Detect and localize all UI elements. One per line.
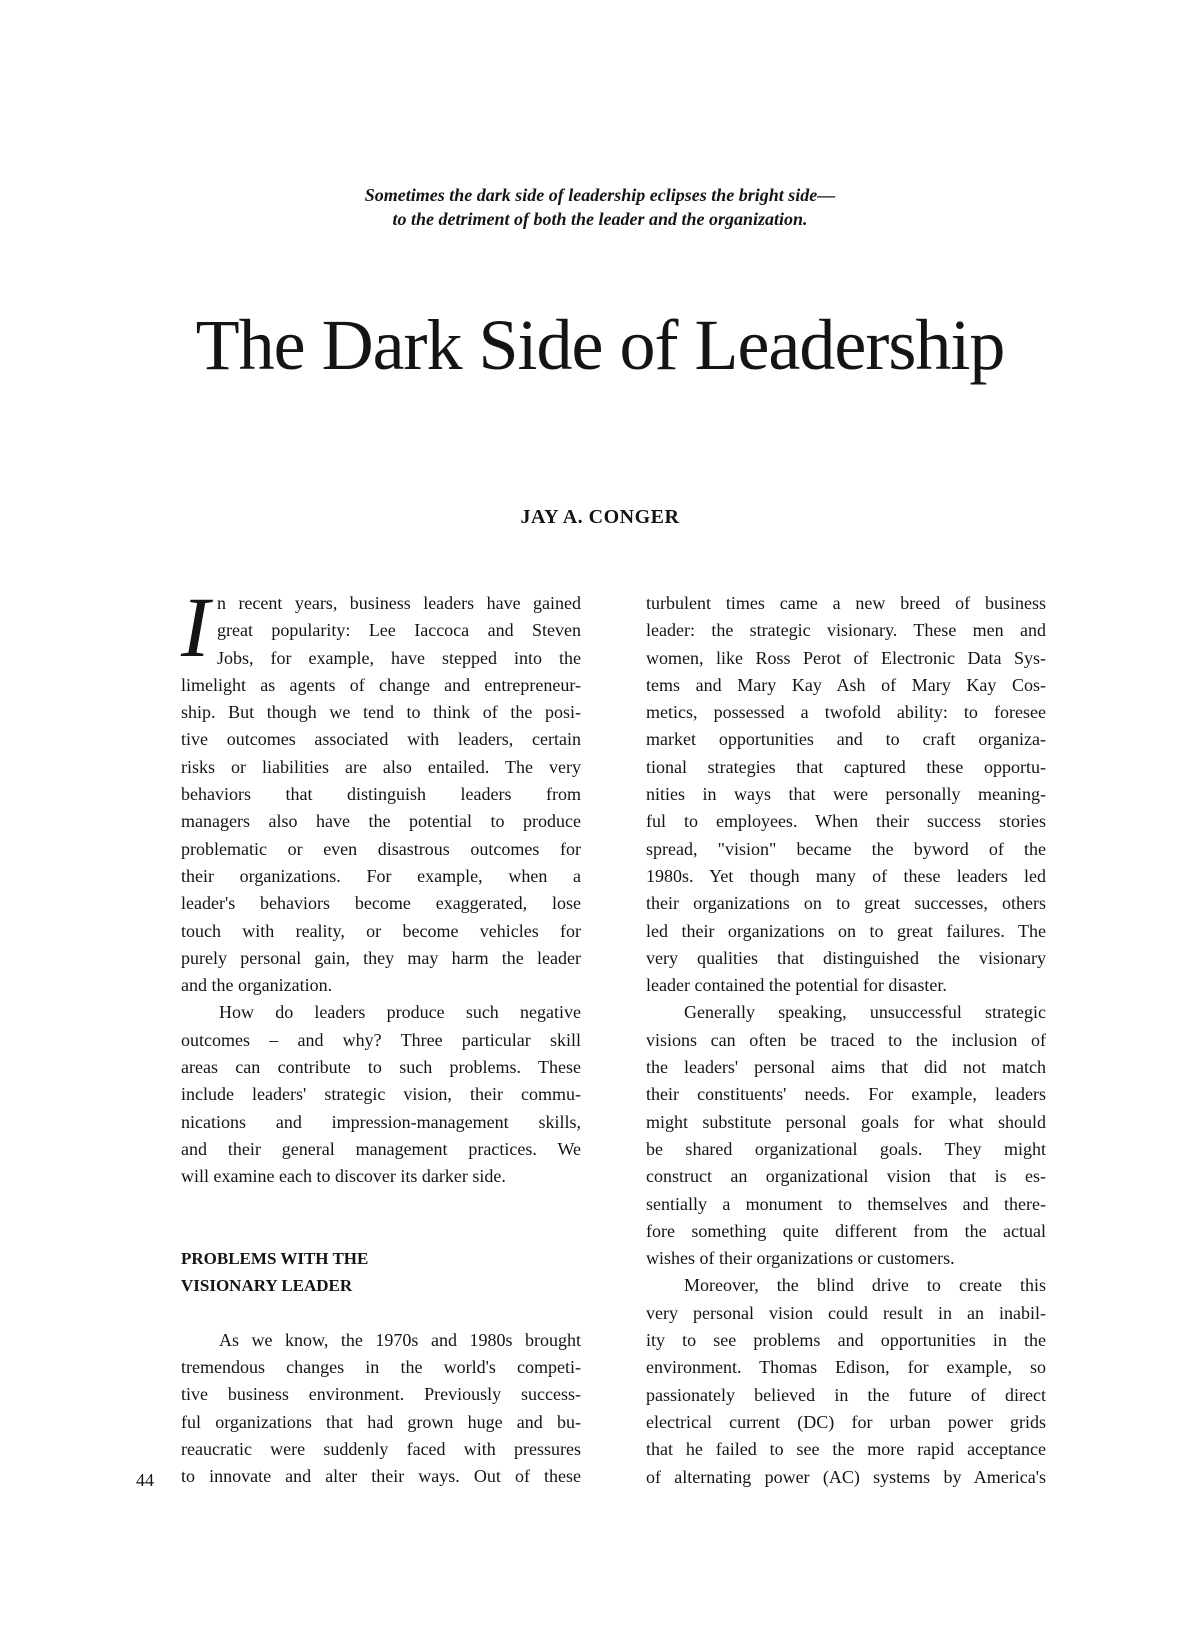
text-line: their constituents' needs. For example, leaders	[646, 1084, 1046, 1105]
spacer	[181, 1218, 581, 1245]
section-heading: VISIONARY LEADER	[181, 1276, 353, 1296]
text-line: limelight as agents of change and entrepreneur-	[181, 674, 581, 695]
text-line: n recent years, business leaders have gained	[217, 593, 581, 613]
text-line: tional strategies that captured these opportu-	[646, 756, 1046, 777]
text-line: include leaders' strategic vision, their commu-	[181, 1084, 581, 1105]
text-line: ity to see problems and opportunities in the	[646, 1330, 1046, 1351]
text-line: Jobs, for example, have stepped into the	[217, 647, 581, 668]
text-line: the leaders' personal aims that did not match	[646, 1057, 1046, 1078]
epigraph	[0, 183, 1200, 231]
page-number: 44	[136, 1470, 154, 1490]
drop-cap: I	[181, 579, 210, 675]
text-line: that he failed to see the more rapid acceptance	[646, 1439, 1046, 1460]
text-line: leader: the strategic visionary. These men and	[646, 620, 1046, 641]
text-line: construct an organizational vision that is es-	[646, 1166, 1046, 1187]
text-line: market opportunities and to craft organiza-	[646, 729, 1046, 750]
text-line: of alternating power (AC) systems by America's	[646, 1466, 1046, 1487]
text-line: problematic or even disastrous outcomes for	[181, 838, 581, 859]
text-line: great popularity: Lee Iaccoca and Steven	[217, 620, 581, 641]
text-line: nications and impression-management skills,	[181, 1111, 581, 1132]
text-line: behaviors that distinguish leaders from	[181, 784, 581, 805]
text-line: very personal vision could result in an inabil-	[646, 1302, 1046, 1323]
text-line: nities in ways that were personally meaning-	[646, 784, 1046, 805]
text-line: reaucratic were suddenly faced with pressures	[181, 1438, 581, 1459]
text-line: outcomes – and why? Three particular skill	[181, 1029, 581, 1050]
text-line: touch with reality, or become vehicles for	[181, 920, 581, 941]
text-line: metics, possessed a twofold ability: to foresee	[646, 702, 1046, 723]
text-line: As we know, the 1970s and 1980s brought	[219, 1329, 581, 1350]
text-line: their organizations on to great successes, others	[646, 893, 1046, 914]
text-line: Moreover, the blind drive to create this	[684, 1275, 1046, 1296]
text-line: How do leaders produce such negative	[219, 1002, 581, 1023]
article-title: The Dark Side of Leadership	[195, 305, 1005, 385]
text-line: ship. But though we tend to think of the posi-	[181, 702, 581, 723]
text-line: wishes of their organizations or customers.	[646, 1248, 955, 1269]
text-line: tive outcomes associated with leaders, certain	[181, 729, 581, 750]
text-line: to innovate and alter their ways. Out of these	[181, 1466, 581, 1487]
text-line: turbulent times came a new breed of business	[646, 593, 1046, 613]
right-column	[646, 590, 1046, 1491]
text-line: women, like Ross Perot of Electronic Data Sys-	[646, 647, 1046, 668]
left-column	[181, 579, 581, 1491]
text-line: risks or liabilities are also entailed. The very	[181, 756, 581, 777]
text-line: leader's behaviors become exaggerated, lose	[181, 893, 581, 914]
text-line: Generally speaking, unsuccessful strategic	[684, 1002, 1046, 1023]
text-line: sentially a monument to themselves and there-	[646, 1193, 1046, 1214]
text-line: and their general management practices. We	[181, 1138, 581, 1159]
text-line: managers also have the potential to produce	[181, 811, 581, 832]
text-line: 1980s. Yet though many of these leaders led	[646, 865, 1046, 886]
text-line: ful organizations that had grown huge and bu-	[181, 1411, 581, 1432]
text-line: might substitute personal goals for what should	[646, 1111, 1046, 1132]
author-name: JAY A. CONGER	[520, 506, 680, 528]
spacer	[181, 1191, 581, 1218]
section-heading: PROBLEMS WITH THE	[181, 1248, 369, 1268]
text-line: areas can contribute to such problems. These	[181, 1057, 581, 1078]
text-line: purely personal gain, they may harm the leader	[181, 947, 581, 968]
text-line: fore something quite different from the actual	[646, 1220, 1046, 1241]
text-line: tems and Mary Kay Ash of Mary Kay Cos-	[646, 674, 1046, 695]
spacer	[181, 1299, 581, 1326]
text-line: ful to employees. When their success stories	[646, 811, 1046, 832]
epigraph-line: Sometimes the dark side of leadership eclipses the bright side—	[364, 185, 836, 205]
text-line: spread, "vision" became the byword of the	[646, 838, 1046, 859]
text-line: environment. Thomas Edison, for example, so	[646, 1357, 1046, 1378]
text-line: tive business environment. Previously success-	[181, 1384, 581, 1405]
text-line: and the organization.	[181, 975, 333, 996]
text-line: leader contained the potential for disaster.	[646, 975, 947, 996]
text-line: very qualities that distinguished the visionary	[646, 947, 1046, 968]
text-line: be shared organizational goals. They might	[646, 1138, 1046, 1159]
text-line: tremendous changes in the world's competi-	[181, 1357, 581, 1378]
text-line: visions can often be traced to the inclusion of	[646, 1029, 1046, 1050]
text-line: their organizations. For example, when a	[181, 865, 581, 886]
epigraph-line: to the detriment of both the leader and the organization.	[392, 209, 808, 229]
text-line: led their organizations on to great failures. The	[646, 920, 1046, 941]
text-line: passionately believed in the future of direct	[646, 1384, 1046, 1405]
text-line: will examine each to discover its darker side.	[181, 1166, 506, 1187]
text-line: electrical current (DC) for urban power grids	[646, 1411, 1046, 1432]
